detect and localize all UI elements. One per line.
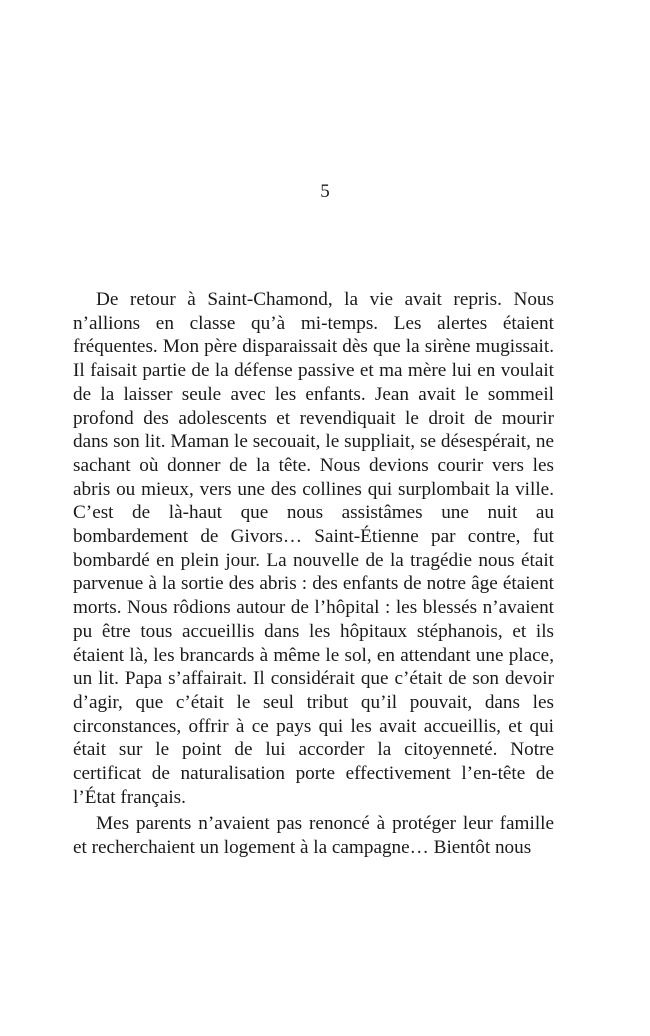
paragraph-2: Mes parents n’avaient pas renoncé à protéger leur famille et recherchaient un logement à la campagne… Bientôt nous — [73, 813, 554, 859]
paragraph-1: De retour à Saint-Chamond, la vie avait repris. Nous n’allions en classe qu’à mi-temps. Les alertes étaient fréquentes. Mon père disparaissait dès que la sirène mugissait. Il faisait partie de la défense passive et ma mère lui en voulait de la laisser seule avec les enfants. Jean avait le sommeil profond des adolescents et revendiquait le droit de mourir dans son lit. Maman le secouait, le suppliait, se désespérait, ne sachant où donner de la tête. Nous devions courir vers les abris ou mieux, vers une des collines qui surplombait la ville. C’est de là-haut que nous assistâmes une nuit au bombardement de Givors… Saint-Étienne par contre, fut bombardé en plein jour. La nouvelle de la tragédie nous était parvenue à la sortie des abris : des enfants de notre âge étaient morts. Nous rôdions autour de l’hôpital : les blessés n’avaient pu être tous accueillis dans les hôpitaux stéphanois, et ils étaient là, les brancards à même le sol, en attendant une place, un lit. Papa s’affairait. Il considérait que c’était de son devoir d’agir, que c’était le seul tribut qu’il pouvait, dans les circonstances, offrir à ce pays qui les avait accueillis, et qui était sur le point de lui accorder la citoyenneté. Notre certificat de naturalisation porte effectivement l’en-tête de l’État français. — [73, 289, 554, 808]
body-text — [73, 288, 554, 860]
chapter-number: 5 — [320, 181, 330, 202]
